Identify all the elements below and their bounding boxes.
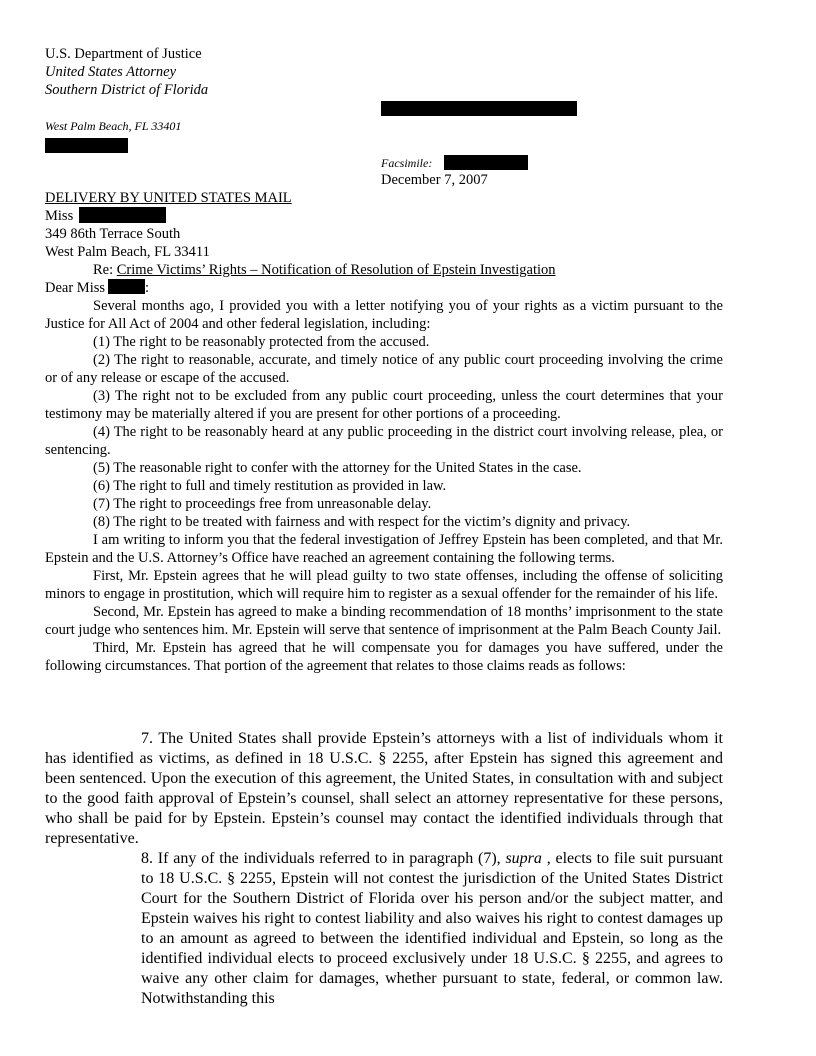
right-item: (5) The reasonable right to confer with the attorney for the United States in the case.	[93, 460, 582, 476]
body-paragraph: Second, Mr. Epstein has agreed to make a binding recommendation of 18 months’ imprisonment to the state court judge who sentences him. Mr. Epstein will serve that sentence of imprisonment at the Palm Beach County Jail.	[45, 604, 723, 638]
letter-body	[45, 297, 723, 675]
right-item: (3) The right not to be excluded from any public court proceeding, unless the court determines that your testimony may be materially altered if you are present for other portions of a proceeding.	[45, 388, 723, 422]
body-paragraph: First, Mr. Epstein agrees that he will plead guilty to two state offenses, including the offense of soliciting minors to engage in prostitution, which will require him to register as a sexual offender for the remainder of his life.	[45, 568, 723, 602]
recipient-salutation: Miss	[45, 208, 74, 224]
agency-name: U.S. Department of Justice	[45, 46, 202, 62]
re-line	[93, 261, 556, 279]
fax-label: Facsimile:	[381, 156, 433, 170]
greeting-prefix: Dear Miss	[45, 280, 106, 296]
right-item: (8) The right to be treated with fairness and with respect for the victim’s dignity and privacy.	[93, 514, 631, 530]
right-item: (7) The right to proceedings free from unreasonable delay.	[93, 496, 432, 512]
quote-supra: supra	[505, 850, 542, 867]
greeting-suffix: :	[145, 280, 150, 296]
right-item: (6) The right to full and timely restitution as provided in law.	[93, 478, 447, 494]
redaction-block	[79, 207, 166, 223]
right-item: (4) The right to be reasonably heard at any public proceeding in the district court involving release, plea, or sentencing.	[45, 424, 723, 458]
district-name: Southern District of Florida	[45, 82, 209, 98]
agreement-paragraph-7	[45, 729, 723, 849]
greeting	[45, 279, 149, 297]
quote-paragraph-start: 8. If any of the individuals referred to in paragraph (7),	[141, 850, 501, 867]
agreement-paragraph-8	[141, 849, 723, 1009]
redaction-block	[444, 155, 528, 170]
office-name: United States Attorney	[45, 64, 177, 80]
body-paragraph: Several months ago, I provided you with a letter notifying you of your rights as a victim pursuant to the Justice for All Act of 2004 and other federal legislation, including:	[45, 298, 723, 332]
recipient-street: 349 86th Terrace South	[45, 226, 181, 242]
office-city: West Palm Beach, FL 33401	[45, 119, 182, 133]
right-item: (1) The right to be reasonably protected from the accused.	[93, 334, 430, 350]
redaction-block	[108, 279, 145, 294]
quote-paragraph: 7. The United States shall provide Epstein’s attorneys with a list of individuals whom it has identified as victims, as defined in 18 U.S.C. § 2255, after Epstein has signed this agreement and been sentenced. Upon the execution of this agreement, the United States, in consultation with and subject to the good faith approval of Epstein’s counsel, shall select an attorney representative for these persons, who shall be paid for by Epstein. Epstein’s counsel may contact the identified individuals through that representative.	[45, 730, 723, 847]
right-item: (2) The right to reasonable, accurate, and timely notice of any public court proceeding involving the crime or of any release or escape of the accused.	[45, 352, 723, 386]
redaction-block	[381, 101, 577, 116]
re-subject: Crime Victims’ Rights – Notification of Resolution of Epstein Investigation	[116, 262, 556, 278]
redaction-block	[45, 138, 128, 153]
re-prefix: Re:	[93, 262, 114, 278]
delivery-method: DELIVERY BY UNITED STATES MAIL	[45, 190, 292, 206]
recipient-city: West Palm Beach, FL 33411	[45, 244, 210, 260]
letter-date: December 7, 2007	[381, 172, 488, 188]
quote-paragraph-rest: , elects to file suit pursuant to 18 U.S.C. § 2255, Epstein will not contest the jurisdiction of the United States District Court for the Southern District of Florida over his person and/or the subject matter, and Epstein waives his right to contest liability and also waives his right to contest damages up to an amount as agreed to between the identified individual and Epstein, so long as the identified individual elects to proceed exclusively under 18 U.S.C. § 2255, and agrees to waive any other claim for damages, whether pursuant to state, federal, or common law. Notwithstanding this	[141, 850, 723, 1007]
body-paragraph: I am writing to inform you that the federal investigation of Jeffrey Epstein has been completed, and that Mr. Epstein and the U.S. Attorney’s Office have reached an agreement containing the following terms.	[45, 532, 723, 566]
body-paragraph: Third, Mr. Epstein has agreed that he will compensate you for damages you have suffered, under the following circumstances. That portion of the agreement that relates to those claims reads as follows:	[45, 640, 723, 674]
